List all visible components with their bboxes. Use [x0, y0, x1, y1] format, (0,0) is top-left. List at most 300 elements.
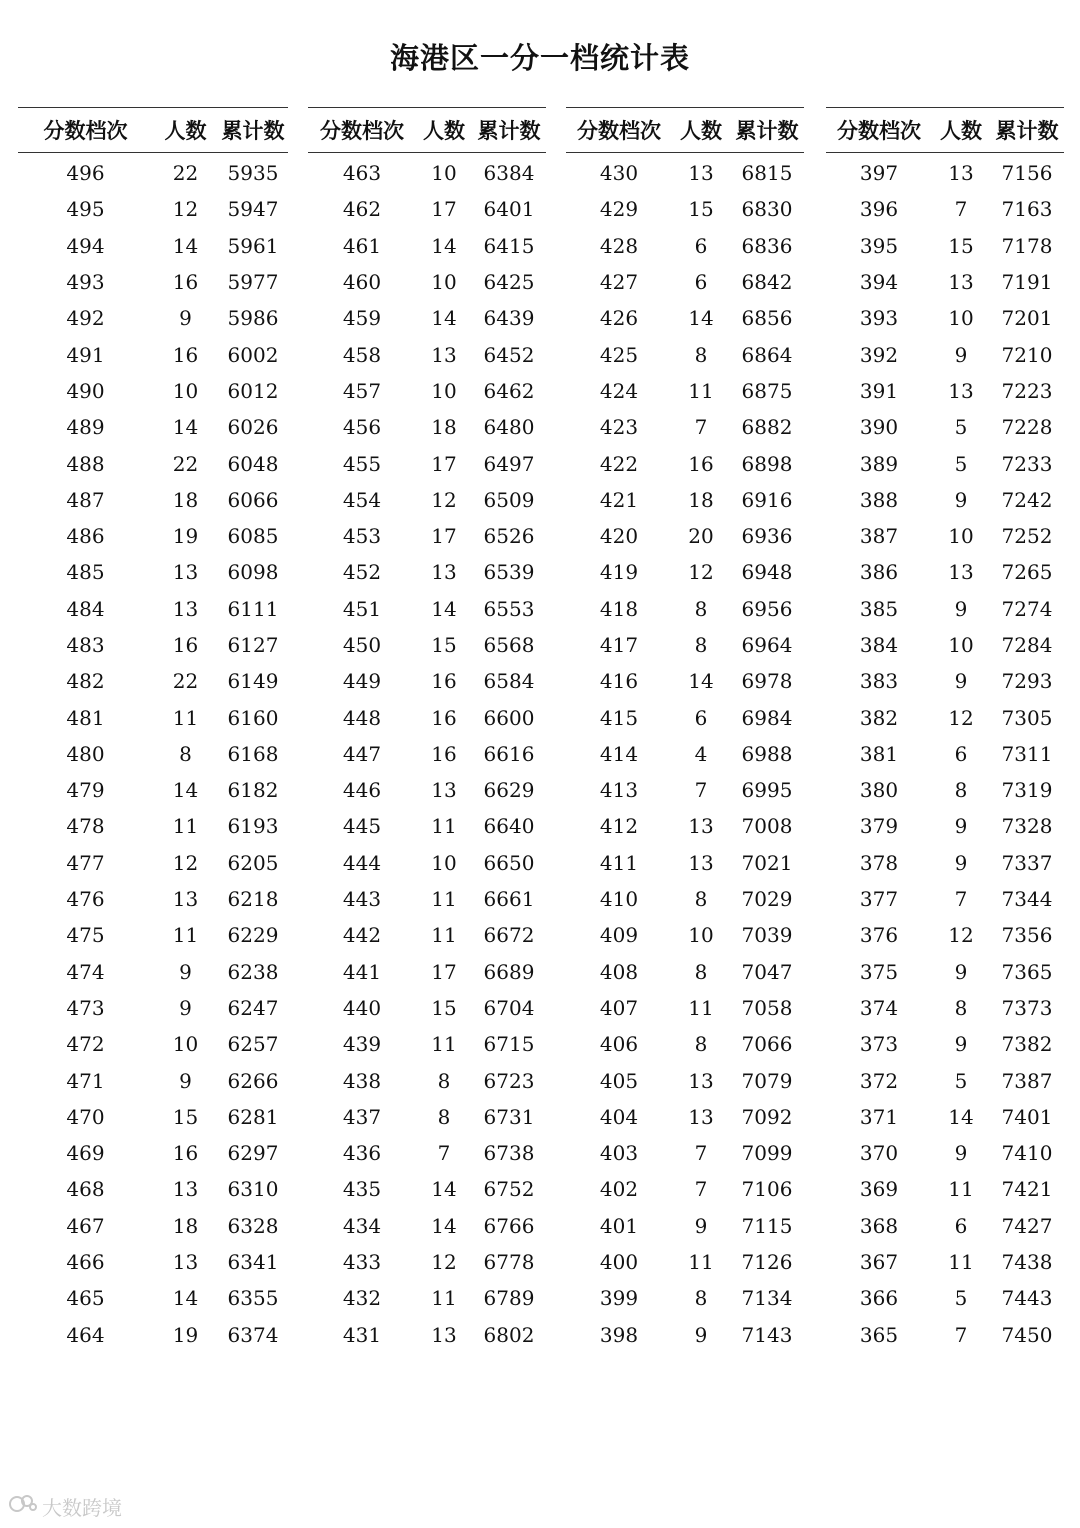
score-cell: 400: [599, 1250, 639, 1275]
cumulative-cell: 7047: [741, 959, 793, 984]
count-cell: 9: [954, 342, 968, 367]
count-cell: 11: [431, 1286, 457, 1311]
header-count: 人数: [940, 119, 982, 143]
score-cell: 399: [599, 1286, 639, 1311]
table-row: [826, 409, 1064, 445]
table-row: [566, 1317, 804, 1353]
count-cell: 11: [172, 923, 199, 948]
score-cell: 372: [859, 1068, 899, 1093]
count-cell: 15: [431, 633, 457, 657]
score-cell: 398: [599, 1322, 639, 1347]
cumulative-cell: 7223: [1001, 378, 1053, 403]
count-cell: 12: [431, 1250, 457, 1275]
score-cell: 397: [859, 161, 899, 186]
score-cell: 447: [342, 741, 382, 766]
score-cell: 496: [66, 161, 105, 186]
count-cell: 11: [688, 378, 714, 403]
score-cell: 418: [599, 596, 639, 621]
cumulative-cell: 6439: [483, 306, 535, 331]
score-cell: 481: [66, 705, 105, 730]
table-row: [826, 336, 1064, 372]
cumulative-cell: 6328: [227, 1213, 279, 1238]
table-row: [308, 1062, 546, 1098]
table-row: [826, 1280, 1064, 1316]
table-row: [826, 699, 1064, 735]
score-cell: 495: [66, 197, 105, 222]
count-cell: 13: [172, 596, 199, 621]
table-row: [308, 736, 546, 772]
score-cell: 457: [342, 378, 382, 403]
table-row: [18, 917, 288, 953]
score-cell: 451: [342, 596, 382, 621]
cumulative-cell: 6012: [227, 378, 279, 403]
score-cell: 448: [342, 705, 382, 730]
cumulative-cell: 7284: [1001, 633, 1053, 657]
table-row: [308, 917, 546, 953]
score-cell: 369: [859, 1177, 899, 1202]
cumulative-cell: 7252: [1001, 524, 1053, 549]
cumulative-cell: 5977: [227, 270, 279, 295]
cumulative-cell: 7427: [1001, 1213, 1053, 1238]
count-cell: 13: [172, 560, 199, 585]
cumulative-cell: 5986: [227, 306, 279, 331]
score-cell: 411: [599, 850, 639, 875]
score-cell: 365: [859, 1322, 899, 1347]
count-cell: 16: [431, 705, 457, 730]
score-cell: 490: [66, 378, 105, 403]
count-cell: 8: [694, 596, 708, 621]
bubble-logo-icon: [8, 1493, 38, 1520]
header-cumulative: 累计数: [221, 119, 285, 143]
score-cell: 402: [599, 1177, 639, 1202]
count-cell: 10: [948, 633, 974, 657]
cumulative-cell: 7210: [1001, 342, 1053, 367]
table-row: [18, 772, 288, 808]
score-cell: 465: [66, 1286, 105, 1311]
cumulative-cell: 7421: [1001, 1177, 1053, 1202]
score-table-block: [826, 107, 1064, 1353]
score-cell: 454: [342, 487, 382, 512]
cumulative-cell: 6650: [483, 850, 535, 875]
score-cell: 456: [342, 415, 382, 440]
count-cell: 10: [948, 524, 974, 549]
table-row: [308, 1135, 546, 1171]
score-cell: 428: [599, 233, 639, 258]
header-score: 分数档次: [43, 119, 128, 143]
table-row: [826, 1026, 1064, 1062]
score-cell: 413: [599, 778, 639, 803]
cumulative-cell: 6568: [483, 633, 535, 657]
cumulative-cell: 6168: [227, 741, 279, 766]
score-cell: 401: [599, 1213, 639, 1238]
count-cell: 10: [688, 923, 714, 948]
cumulative-cell: 6539: [483, 560, 535, 585]
cumulative-cell: 7106: [741, 1177, 793, 1202]
score-cell: 421: [599, 487, 639, 512]
cumulative-cell: 7163: [1001, 197, 1053, 222]
count-cell: 14: [431, 1177, 457, 1202]
score-cell: 387: [859, 524, 899, 549]
table-row: [18, 736, 288, 772]
cumulative-cell: 7134: [741, 1286, 793, 1311]
count-cell: 13: [948, 378, 974, 403]
score-cell: 424: [599, 378, 639, 403]
cumulative-cell: 6462: [483, 378, 535, 403]
score-cell: 430: [599, 161, 639, 186]
score-cell: 438: [342, 1068, 382, 1093]
count-cell: 9: [954, 814, 968, 839]
header-cumulative: 累计数: [735, 119, 799, 143]
count-cell: 17: [431, 524, 457, 549]
score-cell: 483: [66, 633, 105, 657]
table-row: [566, 881, 804, 917]
cumulative-cell: 6266: [227, 1068, 279, 1093]
score-cell: 479: [66, 778, 105, 803]
count-cell: 8: [179, 741, 192, 766]
score-cell: 379: [859, 814, 899, 839]
score-cell: 452: [342, 560, 382, 585]
header-score: 分数档次: [320, 119, 404, 143]
table-row: [18, 1099, 288, 1135]
cumulative-cell: 6452: [483, 342, 535, 367]
table-row: [18, 155, 288, 191]
count-cell: 18: [431, 415, 457, 440]
cumulative-cell: 6229: [227, 923, 279, 948]
score-cell: 373: [859, 1032, 899, 1057]
cumulative-cell: 6553: [483, 596, 535, 621]
score-cell: 396: [859, 197, 899, 222]
count-cell: 11: [948, 1177, 974, 1202]
table-row: [566, 336, 804, 372]
score-cell: 444: [342, 850, 382, 875]
cumulative-cell: 7401: [1001, 1104, 1053, 1129]
count-cell: 13: [688, 1104, 714, 1129]
score-cell: 439: [342, 1032, 382, 1057]
cumulative-cell: 6480: [483, 415, 535, 440]
table-row: [18, 518, 288, 554]
table-row: [18, 990, 288, 1026]
table-row: [308, 808, 546, 844]
table-row: [18, 881, 288, 917]
score-cell: 391: [859, 378, 899, 403]
table-row: [308, 954, 546, 990]
score-cell: 489: [66, 415, 105, 440]
score-cell: 468: [66, 1177, 105, 1202]
table-row: [308, 699, 546, 735]
cumulative-cell: 7228: [1001, 415, 1053, 440]
count-cell: 6: [694, 233, 708, 258]
table-row: [566, 518, 804, 554]
count-cell: 5: [954, 1286, 968, 1311]
cumulative-cell: 6526: [483, 524, 535, 549]
table-row: [566, 191, 804, 227]
count-cell: 10: [431, 378, 457, 403]
count-cell: 12: [431, 487, 457, 512]
table-row: [18, 1171, 288, 1207]
score-cell: 375: [859, 959, 899, 984]
score-cell: 407: [599, 995, 639, 1020]
score-cell: 462: [342, 197, 382, 222]
table-row: [308, 445, 546, 481]
table-row: [826, 1099, 1064, 1135]
count-cell: 6: [694, 270, 708, 295]
table-row: [566, 1171, 804, 1207]
count-cell: 11: [688, 995, 714, 1020]
count-cell: 7: [954, 887, 968, 912]
cumulative-cell: 6830: [741, 197, 793, 222]
count-cell: 8: [694, 633, 708, 657]
count-cell: 9: [954, 1141, 968, 1166]
score-cell: 494: [66, 233, 105, 258]
count-cell: 9: [954, 596, 968, 621]
score-cell: 386: [859, 560, 899, 585]
table-row: [566, 554, 804, 590]
cumulative-cell: 7443: [1001, 1286, 1053, 1311]
score-cell: 395: [859, 233, 899, 258]
table-row: [18, 1280, 288, 1316]
count-cell: 18: [688, 487, 714, 512]
cumulative-cell: 6584: [483, 669, 535, 694]
cumulative-cell: 6984: [741, 705, 793, 730]
count-cell: 13: [688, 161, 714, 186]
count-cell: 14: [431, 233, 457, 258]
cumulative-cell: 6723: [483, 1068, 535, 1093]
count-cell: 14: [172, 1286, 199, 1311]
cumulative-cell: 7387: [1001, 1068, 1053, 1093]
table-row: [566, 155, 804, 191]
table-row: [566, 917, 804, 953]
score-cell: 433: [342, 1250, 382, 1275]
cumulative-cell: 7058: [741, 995, 793, 1020]
count-cell: 11: [948, 1250, 974, 1275]
score-cell: 385: [859, 596, 899, 621]
count-cell: 5: [954, 415, 968, 440]
cumulative-cell: 6297: [227, 1141, 279, 1166]
cumulative-cell: 7126: [741, 1250, 793, 1275]
count-cell: 6: [954, 741, 968, 766]
score-cell: 458: [342, 342, 382, 367]
cumulative-cell: 6205: [227, 850, 279, 875]
table-row: [308, 772, 546, 808]
score-cell: 414: [599, 741, 639, 766]
score-cell: 446: [342, 778, 382, 803]
table-row: [18, 663, 288, 699]
table-row: [18, 808, 288, 844]
count-cell: 7: [437, 1141, 451, 1166]
score-cell: 440: [342, 995, 382, 1020]
cumulative-cell: 6856: [741, 306, 793, 331]
table-row: [566, 1135, 804, 1171]
score-cell: 434: [342, 1213, 382, 1238]
score-cell: 476: [66, 887, 105, 912]
table-row: [308, 518, 546, 554]
cumulative-cell: 7191: [1001, 270, 1053, 295]
score-cell: 442: [342, 923, 382, 948]
table-row: [826, 228, 1064, 264]
score-cell: 409: [599, 923, 639, 948]
cumulative-cell: 7356: [1001, 923, 1053, 948]
score-cell: 374: [859, 995, 899, 1020]
count-cell: 8: [694, 342, 708, 367]
score-cell: 443: [342, 887, 382, 912]
score-cell: 482: [66, 669, 105, 694]
table-row: [308, 990, 546, 1026]
count-cell: 9: [954, 1032, 968, 1057]
table-row: [308, 1171, 546, 1207]
cumulative-cell: 6085: [227, 524, 279, 549]
table-row: [18, 627, 288, 663]
table-row: [566, 228, 804, 264]
score-cell: 470: [66, 1104, 105, 1129]
cumulative-cell: 6401: [483, 197, 535, 222]
score-cell: 371: [859, 1104, 899, 1129]
cumulative-cell: 6310: [227, 1177, 279, 1202]
cumulative-cell: 7242: [1001, 487, 1053, 512]
table-row: [566, 990, 804, 1026]
cumulative-cell: 7265: [1001, 560, 1053, 585]
score-cell: 432: [342, 1286, 382, 1311]
table-header-row: [566, 108, 804, 153]
cumulative-cell: 6882: [741, 415, 793, 440]
table-row: [566, 591, 804, 627]
cumulative-cell: 6956: [741, 596, 793, 621]
cumulative-cell: 6988: [741, 741, 793, 766]
score-cell: 408: [599, 959, 639, 984]
score-cell: 492: [66, 306, 105, 331]
table-row: [308, 1280, 546, 1316]
table-row: [18, 191, 288, 227]
score-cell: 405: [599, 1068, 639, 1093]
count-cell: 17: [431, 197, 457, 222]
score-cell: 392: [859, 342, 899, 367]
count-cell: 9: [954, 850, 968, 875]
score-cell: 381: [859, 741, 899, 766]
count-cell: 12: [948, 923, 974, 948]
table-row: [826, 445, 1064, 481]
table-row: [826, 1317, 1064, 1353]
count-cell: 13: [948, 560, 974, 585]
table-row: [308, 155, 546, 191]
count-cell: 16: [172, 1141, 199, 1166]
count-cell: 17: [431, 451, 457, 476]
score-cell: 477: [66, 850, 105, 875]
count-cell: 11: [431, 887, 457, 912]
table-row: [18, 1062, 288, 1098]
score-cell: 389: [859, 451, 899, 476]
cumulative-cell: 7438: [1001, 1250, 1053, 1275]
score-cell: 471: [66, 1068, 105, 1093]
score-cell: 417: [599, 633, 639, 657]
cumulative-cell: 6875: [741, 378, 793, 403]
table-row: [308, 663, 546, 699]
score-cell: 370: [859, 1141, 899, 1166]
table-row: [18, 1026, 288, 1062]
table-row: [308, 591, 546, 627]
cumulative-cell: 6002: [227, 342, 279, 367]
header-cumulative: 累计数: [995, 119, 1059, 143]
cumulative-cell: 6127: [227, 633, 279, 657]
score-cell: 367: [859, 1250, 899, 1275]
score-cell: 416: [599, 669, 639, 694]
table-header-row: [826, 108, 1064, 153]
count-cell: 10: [431, 850, 457, 875]
table-row: [826, 881, 1064, 917]
score-cell: 485: [66, 560, 105, 585]
table-row: [566, 1280, 804, 1316]
table-row: [566, 1026, 804, 1062]
cumulative-cell: 6766: [483, 1213, 535, 1238]
cumulative-cell: 6936: [741, 524, 793, 549]
cumulative-cell: 7178: [1001, 233, 1053, 258]
count-cell: 16: [431, 741, 457, 766]
score-cell: 435: [342, 1177, 382, 1202]
cumulative-cell: 7092: [741, 1104, 793, 1129]
table-row: [18, 845, 288, 881]
count-cell: 7: [954, 197, 968, 222]
cumulative-cell: 7382: [1001, 1032, 1053, 1057]
cumulative-cell: 7008: [741, 814, 793, 839]
score-cell: 368: [859, 1213, 899, 1238]
table-row: [566, 699, 804, 735]
table-row: [826, 1062, 1064, 1098]
table-row: [18, 1135, 288, 1171]
watermark: [8, 1492, 122, 1521]
score-cell: 366: [859, 1286, 899, 1311]
count-cell: 14: [431, 596, 457, 621]
count-cell: 8: [954, 778, 968, 803]
table-row: [826, 627, 1064, 663]
count-cell: 10: [431, 161, 457, 186]
cumulative-cell: 6341: [227, 1250, 279, 1275]
count-cell: 12: [172, 197, 199, 222]
table-row: [308, 373, 546, 409]
count-cell: 7: [694, 415, 708, 440]
score-cell: 419: [599, 560, 639, 585]
count-cell: 15: [688, 197, 714, 222]
cumulative-cell: 6964: [741, 633, 793, 657]
table-header-row: [308, 108, 546, 153]
table-row: [566, 264, 804, 300]
score-cell: 445: [342, 814, 382, 839]
count-cell: 14: [431, 1213, 457, 1238]
count-cell: 11: [688, 1250, 714, 1275]
score-cell: 436: [342, 1141, 382, 1166]
table-row: [308, 264, 546, 300]
count-cell: 13: [431, 778, 457, 803]
score-cell: 475: [66, 923, 105, 948]
table-row: [308, 300, 546, 336]
cumulative-cell: 6281: [227, 1104, 279, 1129]
score-cell: 390: [859, 415, 899, 440]
table-row: [18, 1208, 288, 1244]
count-cell: 9: [179, 306, 192, 331]
score-cell: 377: [859, 887, 899, 912]
cumulative-cell: 5935: [227, 161, 279, 186]
cumulative-cell: 6738: [483, 1141, 535, 1166]
count-cell: 13: [948, 161, 974, 186]
table-row: [18, 482, 288, 518]
cumulative-cell: 6415: [483, 233, 535, 258]
cumulative-cell: 7373: [1001, 995, 1053, 1020]
header-count: 人数: [164, 119, 207, 143]
header-score: 分数档次: [577, 119, 661, 143]
table-row: [308, 1099, 546, 1135]
cumulative-cell: 7293: [1001, 669, 1053, 694]
score-cell: 393: [859, 306, 899, 331]
cumulative-cell: 7115: [741, 1213, 793, 1238]
count-cell: 8: [694, 1286, 708, 1311]
count-cell: 14: [688, 669, 714, 694]
